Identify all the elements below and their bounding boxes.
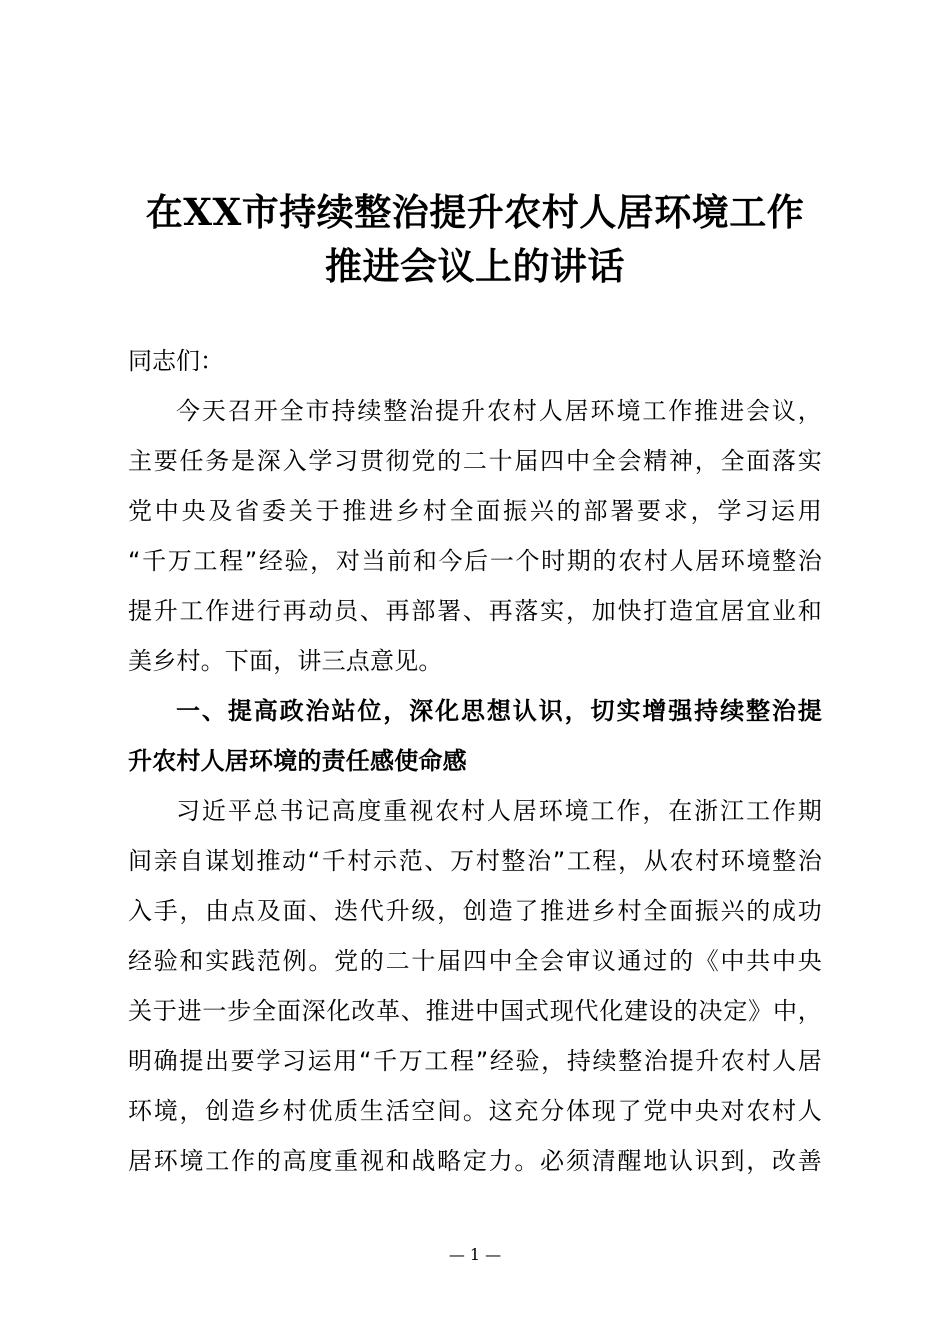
paragraph-2-line: 习近平总书记高度重视农村人居环境工作，在浙江工作期 [176,797,822,825]
paragraph-2-line: 入手，由点及面、迭代升级，创造了推进乡村全面振兴的成功 [128,897,822,925]
paragraph-2-line: 明确提出要学习运用“千万工程”经验，持续整治提升农村人居 [128,1047,822,1075]
paragraph-2-line: 经验和实践范例。党的二十届四中全会审议通过的《中共中央 [128,947,822,975]
paragraph-1-line: 美乡村。下面，讲三点意见。 [128,647,443,675]
paragraph-2-line: 间亲自谋划推动“千村示范、万村整治”工程，从农村环境整治 [128,847,822,875]
paragraph-1-line: 主要任务是深入学习贯彻党的二十届四中全会精神，全面落实 [128,447,822,475]
paragraph-2-line: 居环境工作的高度重视和战略定力。必须清醒地认识到，改善 [128,1147,822,1175]
document-title-line-1: 在XX市持续整治提升农村人居环境工作 [145,190,805,234]
paragraph-1-line: 提升工作进行再动员、再部署、再落实，加快打造宜居宜业和 [128,597,822,625]
paragraph-1-line: 党中央及省委关于推进乡村全面振兴的部署要求，学习运用 [128,497,822,525]
page-number: — 1 — [448,1245,502,1264]
paragraph-2-line: 关于进一步全面深化改革、推进中国式现代化建设的决定》中， [128,997,822,1025]
paragraph-1-line: 今天召开全市持续整治提升农村人居环境工作推进会议， [176,397,822,425]
paragraph-2-line: 环境，创造乡村优质生活空间。这充分体现了党中央对农村人 [128,1097,822,1125]
salutation: 同志们： [128,347,224,375]
paragraph-1-line: “千万工程”经验，对当前和今后一个时期的农村人居环境整治 [128,547,822,575]
section-heading-1-line: 升农村人居环境的责任感使命感 [128,747,467,775]
section-heading-1-line: 一、提高政治站位，深化思想认识，切实增强持续整治提 [176,697,822,725]
document-title-line-2: 推进会议上的讲话 [325,244,625,288]
